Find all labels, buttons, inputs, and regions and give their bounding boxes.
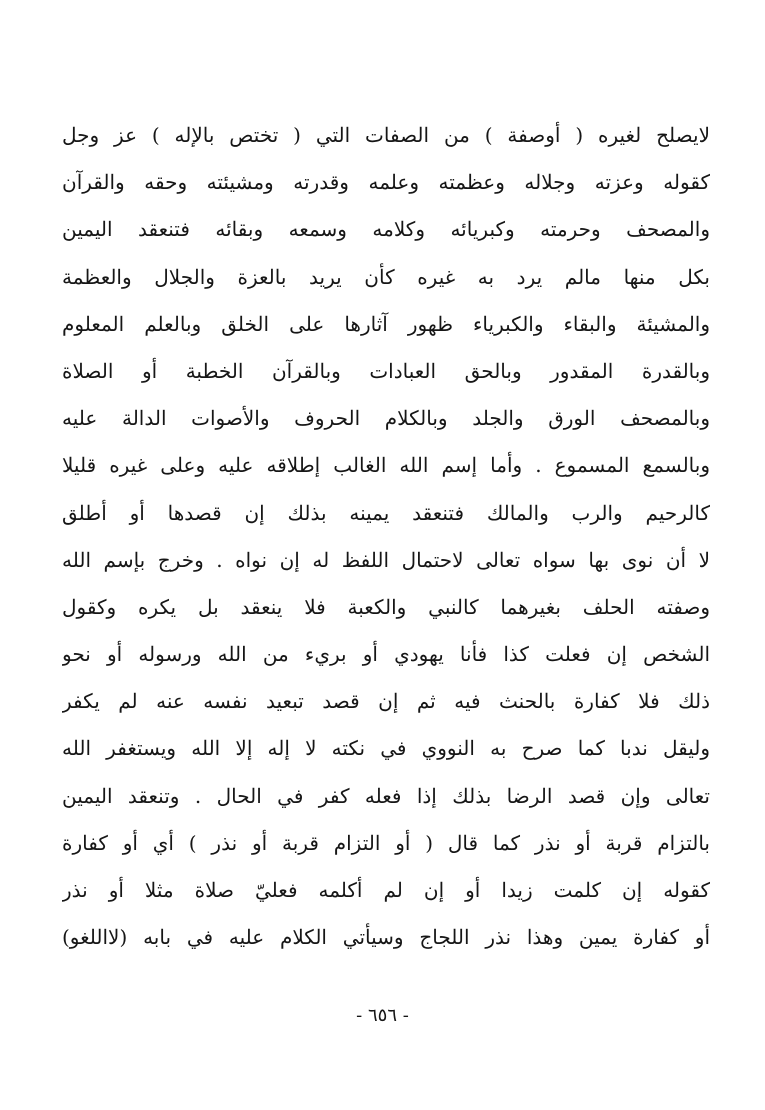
text-line: كقوله إن كلمت زيدا أو إن لم أكلمه فعليّ صلاة مثلا أو نذر (62, 878, 710, 902)
text-line: وليقل ندبا كما صرح به النووي في نكته لا إله إلا الله ويستغفر الله (62, 736, 710, 761)
body-text (62, 112, 710, 961)
text-line: ذلك فلا كفارة بالحنث فيه ثم إن قصد تبعيد نفسه عنه لم يكفر (62, 689, 710, 714)
text-line: وبالقدرة المقدور وبالحق العبادات وبالقرآن الخطبة أو الصلاة (62, 358, 710, 383)
text-line: وبالمصحف الورق والجلد وبالكلام الحروف والأصوات الدالة عليه (62, 406, 710, 431)
page-number: - ٦٥٦ - (356, 1005, 409, 1026)
text-line: كالرحيم والرب والمالك فتنعقد يمينه بذلك إن قصدها أو أطلق (62, 500, 710, 525)
text-line: والمصحف وحرمته وكبريائه وكلامه وسمعه وبقائه فتنعقد اليمين (62, 217, 710, 242)
text-line: والمشيئة والبقاء والكبرياء ظهور آثارها على الخلق وبالعلم المعلوم (62, 311, 710, 336)
text-line: أو كفارة يمين وهذا نذر اللجاج وسيأتي الكلام عليه في بابه (لااللغو) (62, 925, 710, 950)
text-line: لايصلح لغيره ( أوصفة ) من الصفات التي ( تختص بالإله ) عز وجل (62, 123, 710, 147)
text-line: بكل منها مالم يرد به غيره كأن يريد بالعزة والجلال والعظمة (62, 264, 710, 289)
text-line: وبالسمع المسموع . وأما إسم الله الغالب إطلاقه عليه وعلى غيره قليلا (62, 453, 710, 478)
text-line: وصفته الحلف بغيرهما كالنبي والكعبة فلا ينعقد بل يكره وكقول (62, 594, 710, 619)
text-line: تعالى وإن قصد الرضا بذلك إذا فعله كفر في الحال . وتنعقد اليمين (62, 783, 710, 808)
text-line: الشخص إن فعلت كذا فأنا يهودي أو بريء من الله ورسوله أو نحو (62, 642, 710, 667)
text-line: بالتزام قربة أو نذر كما قال ( أو التزام قربة أو نذر ) أي أو كفارة (62, 830, 710, 855)
text-line: كقوله وعزته وجلاله وعظمته وعلمه وقدرته ومشيئته وحقه والقرآن (62, 170, 710, 195)
text-line: لا أن نوى بها سواه تعالى لاحتمال اللفظ له إن نواه . وخرج بإسم الله (62, 547, 710, 572)
